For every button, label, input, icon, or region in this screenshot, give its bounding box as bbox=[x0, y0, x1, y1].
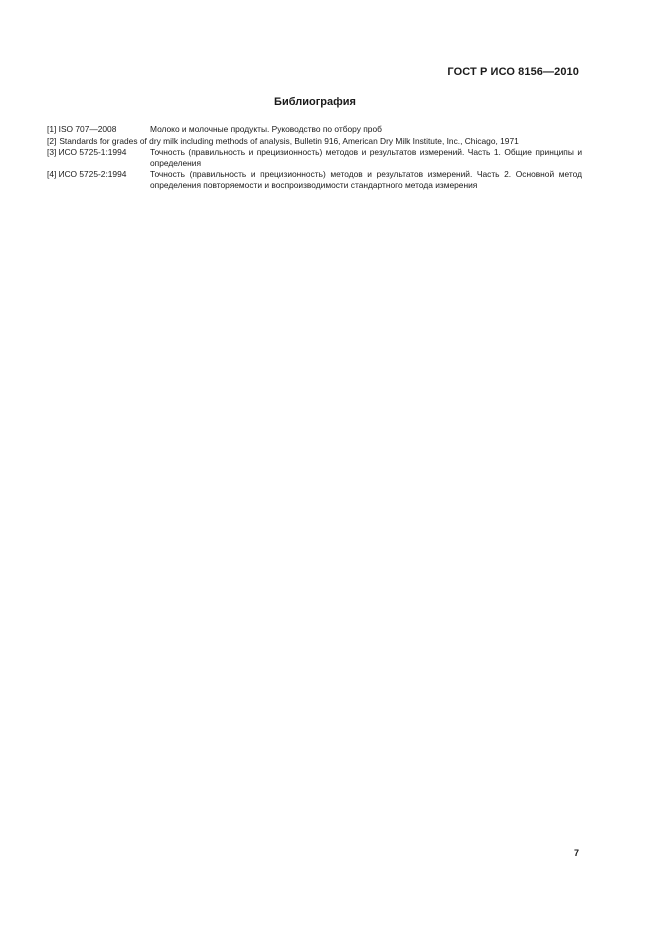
page-number: 7 bbox=[573, 848, 579, 858]
document-code: ГОСТ Р ИСО 8156—2010 bbox=[447, 66, 579, 78]
bibliography-list bbox=[47, 124, 582, 191]
bibliography-entry-4 bbox=[47, 169, 582, 190]
bibliography-entry-2 bbox=[47, 136, 582, 147]
reference-text: Точность (правильность и прецизионность) методов и результатов измерений. Часть 1. Общие принципы и определения bbox=[150, 147, 582, 168]
reference-text: Точность (правильность и прецизионность) методов и результатов измерений. Часть 2. Основной метод определения повторяемости и воспроизводимости стандартного метода измерения bbox=[150, 169, 582, 190]
reference-label: [2] bbox=[47, 135, 57, 146]
bibliography-entry-1 bbox=[47, 124, 582, 135]
reference-label: [3] ИСО 5725-1:1994 bbox=[47, 147, 127, 157]
reference-text: Молоко и молочные продукты. Руководство по отбору проб bbox=[150, 124, 382, 134]
bibliography-title: Библиография bbox=[274, 96, 356, 108]
reference-text: Standards for grades of dry milk including methods of analysis, Bulletin 916, American Dry Milk Institute, Inc., Chicago, 1971 bbox=[59, 135, 519, 146]
reference-label: [4] ИСО 5725-2:1994 bbox=[47, 169, 127, 179]
reference-label: [1] ISO 707—2008 bbox=[47, 124, 117, 134]
bibliography-entry-3 bbox=[47, 147, 582, 168]
